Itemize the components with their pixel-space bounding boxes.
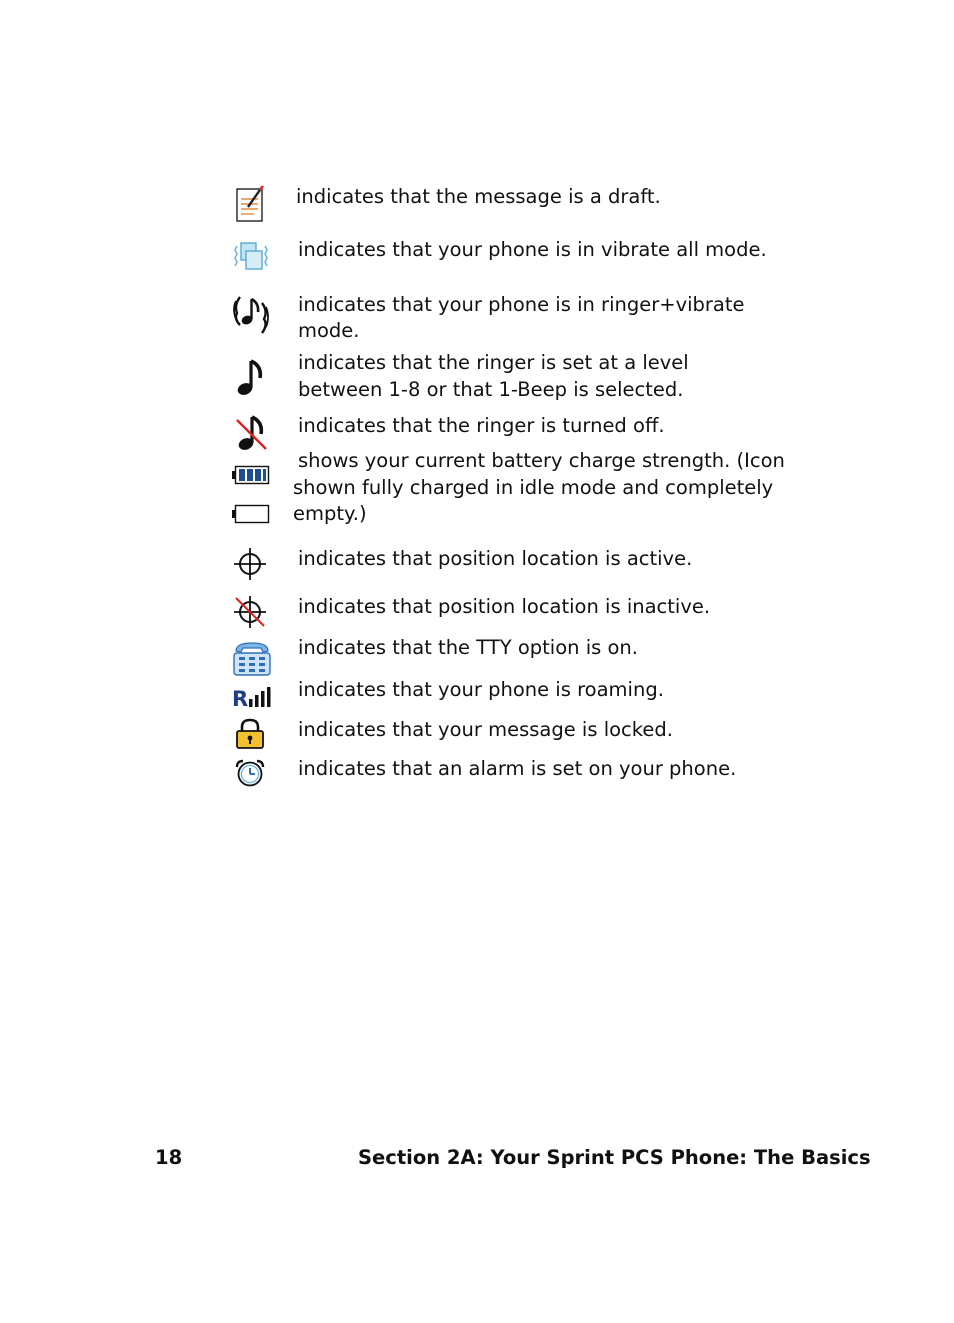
item-text: indicates that the message is a draft. [296, 185, 661, 208]
battery-full-icon [232, 465, 270, 485]
item-text: indicates that your phone is roaming. [298, 678, 664, 701]
page-number: 18 [155, 1146, 183, 1169]
item-text-line1: indicates that the ringer is set at a level [298, 351, 689, 374]
item-text: indicates that position location is inactive. [298, 595, 711, 618]
location-inactive-icon [233, 595, 267, 629]
item-text-line3: empty.) [293, 502, 367, 525]
item-text-line1: indicates that your phone is in ringer+vibrate [298, 293, 745, 316]
item-text: indicates that an alarm is set on your phone. [298, 757, 737, 780]
ringer-vibrate-icon [232, 293, 270, 335]
draft-message-icon [236, 185, 266, 223]
section-title: Section 2A: Your Sprint PCS Phone: The Basics [358, 1146, 871, 1169]
roaming-icon [232, 686, 274, 708]
item-text-line2: shown fully charged in idle mode and completely [293, 476, 774, 499]
item-text: indicates that position location is active. [298, 547, 693, 570]
item-text-line2: mode. [298, 319, 360, 342]
ringer-level-icon [236, 358, 266, 398]
alarm-icon [234, 759, 266, 787]
tty-icon [232, 641, 272, 677]
svg-text:R: R [232, 687, 249, 708]
item-text: indicates that the ringer is turned off. [298, 414, 665, 437]
item-text-line2: between 1-8 or that 1-Beep is selected. [298, 378, 684, 401]
item-text-line1: shows your current battery charge strength. (Icon [298, 449, 785, 472]
ringer-off-icon [235, 415, 269, 453]
location-active-icon [233, 547, 267, 581]
battery-empty-icon [232, 504, 270, 524]
vibrate-all-icon [234, 240, 268, 272]
item-text: indicates that your message is locked. [298, 718, 673, 741]
item-text: indicates that the TTY option is on. [298, 636, 638, 659]
item-text: indicates that your phone is in vibrate all mode. [298, 238, 767, 261]
locked-message-icon [235, 718, 265, 750]
